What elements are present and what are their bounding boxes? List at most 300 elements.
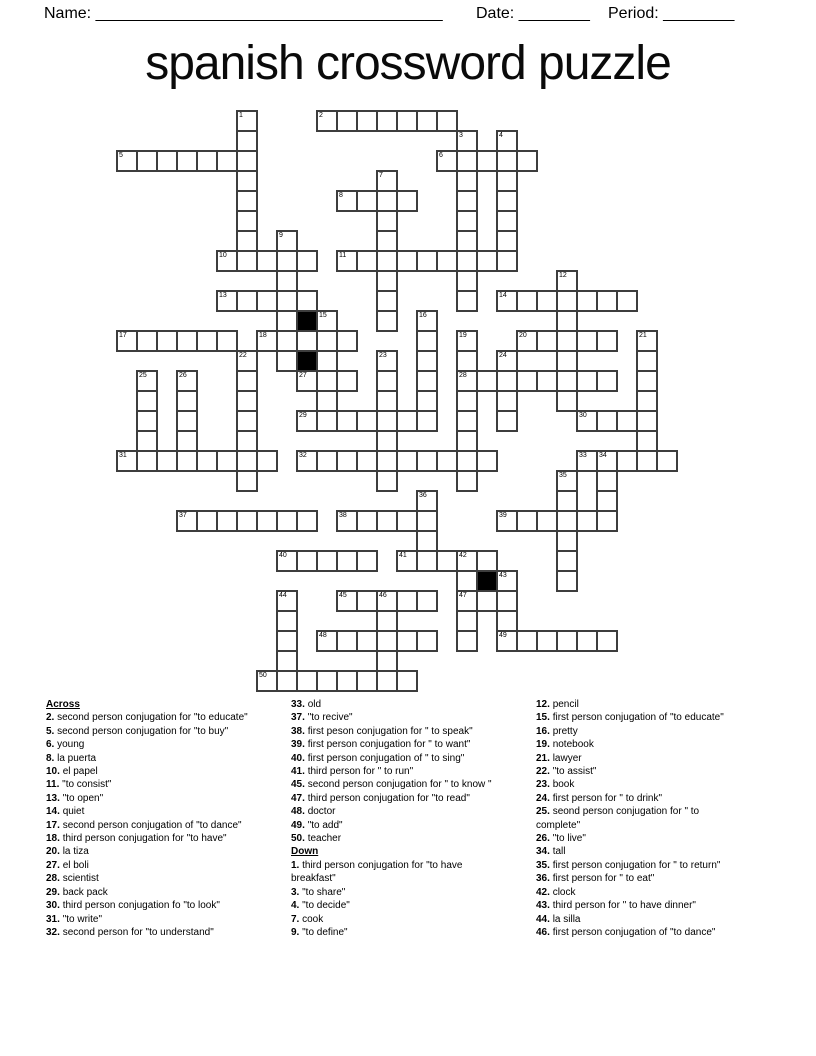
grid-cell[interactable] — [356, 450, 378, 472]
cell-number: 26 — [179, 372, 187, 379]
grid-cell[interactable] — [276, 290, 298, 312]
cell-number: 13 — [219, 292, 227, 299]
grid-cell[interactable] — [396, 110, 418, 132]
clue-item: 7. cook — [291, 913, 324, 925]
cell-number: 3 — [459, 132, 463, 139]
grid-cell[interactable] — [456, 390, 478, 412]
grid-cell[interactable] — [256, 450, 278, 472]
grid-cell[interactable] — [416, 250, 438, 272]
grid-cell[interactable] — [376, 110, 398, 132]
grid-cell[interactable] — [376, 610, 398, 632]
grid-cell[interactable] — [456, 270, 478, 292]
grid-cell[interactable] — [376, 510, 398, 532]
grid-cell[interactable] — [316, 370, 338, 392]
grid-cell[interactable] — [636, 430, 658, 452]
grid-cell[interactable] — [496, 210, 518, 232]
grid-cell[interactable] — [316, 670, 338, 692]
grid-cell[interactable] — [636, 450, 658, 472]
grid-cell[interactable] — [516, 150, 538, 172]
grid-cell[interactable] — [396, 410, 418, 432]
grid-cell[interactable] — [516, 370, 538, 392]
grid-cell[interactable] — [496, 150, 518, 172]
grid-cell[interactable] — [296, 510, 318, 532]
grid-cell[interactable] — [296, 330, 318, 352]
clue-section-header: Down — [291, 846, 319, 858]
grid-cell[interactable] — [216, 510, 238, 532]
cell-number: 38 — [339, 512, 347, 519]
grid-cell[interactable] — [336, 670, 358, 692]
grid-cell[interactable] — [456, 470, 478, 492]
clue-item: 32. second person for "to understand" — [46, 926, 214, 938]
grid-cell[interactable] — [176, 150, 198, 172]
cell-number: 49 — [499, 632, 507, 639]
grid-cell[interactable] — [356, 670, 378, 692]
grid-cell[interactable] — [276, 310, 298, 332]
grid-cell[interactable] — [416, 330, 438, 352]
grid-cell[interactable] — [236, 230, 258, 252]
grid-cell[interactable] — [536, 510, 558, 532]
grid-cell[interactable] — [176, 330, 198, 352]
grid-cell[interactable] — [376, 250, 398, 272]
grid-cell[interactable] — [396, 510, 418, 532]
clue-item: 29. back pack — [46, 886, 108, 898]
clue-item: 23. book — [536, 779, 575, 791]
grid-cell[interactable] — [436, 450, 458, 472]
grid-cell[interactable] — [236, 510, 258, 532]
grid-cell[interactable] — [496, 410, 518, 432]
grid-cell[interactable] — [396, 250, 418, 272]
grid-cell[interactable] — [516, 510, 538, 532]
grid-cell[interactable] — [236, 390, 258, 412]
clue-item: 8. la puerta — [46, 752, 97, 764]
grid-cell[interactable] — [616, 290, 638, 312]
grid-cell[interactable] — [396, 450, 418, 472]
grid-cell[interactable] — [376, 410, 398, 432]
grid-cell[interactable] — [216, 450, 238, 472]
grid-cell[interactable] — [196, 450, 218, 472]
grid-cell[interactable] — [516, 630, 538, 652]
grid-cell[interactable] — [556, 550, 578, 572]
grid-cell[interactable] — [276, 270, 298, 292]
grid-cell[interactable] — [276, 350, 298, 372]
grid-cell[interactable] — [396, 670, 418, 692]
grid-cell[interactable] — [236, 210, 258, 232]
grid-cell[interactable] — [576, 330, 598, 352]
grid-cell[interactable] — [316, 550, 338, 572]
grid-cell[interactable] — [376, 650, 398, 672]
grid-cell[interactable] — [536, 330, 558, 352]
clue-item: 39. first person conjugation for " to want" — [291, 739, 471, 751]
grid-cell[interactable] — [596, 410, 618, 432]
grid-cell[interactable] — [556, 330, 578, 352]
grid-cell[interactable] — [456, 190, 478, 212]
grid-cell[interactable] — [136, 330, 158, 352]
grid-cell[interactable] — [316, 350, 338, 372]
cell-number: 22 — [239, 352, 247, 359]
clue-item: 42. clock — [536, 886, 576, 898]
grid-cell[interactable] — [376, 370, 398, 392]
grid-cell[interactable] — [376, 310, 398, 332]
grid-cell[interactable] — [556, 290, 578, 312]
grid-cell[interactable] — [516, 290, 538, 312]
grid-cell[interactable] — [496, 610, 518, 632]
grid-cell[interactable] — [416, 550, 438, 572]
grid-cell[interactable] — [476, 370, 498, 392]
grid-cell[interactable] — [456, 170, 478, 192]
grid-cell[interactable] — [336, 550, 358, 572]
clue-item: 45. second person conjugation for " to know " — [291, 779, 492, 791]
grid-cell[interactable] — [236, 250, 258, 272]
grid-cell[interactable] — [336, 110, 358, 132]
grid-cell[interactable] — [456, 350, 478, 372]
grid-cell[interactable] — [136, 390, 158, 412]
clue-item: 14. quiet — [46, 806, 85, 818]
grid-cell[interactable] — [276, 650, 298, 672]
crossword-grid — [116, 110, 696, 710]
clue-item: 49. "to add" — [291, 819, 343, 831]
grid-cell[interactable] — [176, 390, 198, 412]
grid-cell[interactable] — [396, 590, 418, 612]
grid-cell[interactable] — [536, 370, 558, 392]
grid-cell[interactable] — [456, 410, 478, 432]
grid-cell[interactable] — [236, 370, 258, 392]
grid-cell[interactable] — [476, 250, 498, 272]
date-blank-line: ________ — [518, 5, 590, 22]
clue-column-left — [46, 698, 261, 939]
grid-cell[interactable] — [276, 250, 298, 272]
name-label: Name: — [44, 5, 92, 22]
grid-cell[interactable] — [556, 570, 578, 592]
grid-cell[interactable] — [376, 450, 398, 472]
cell-number: 6 — [439, 152, 443, 159]
grid-cell[interactable] — [356, 630, 378, 652]
grid-cell[interactable] — [596, 470, 618, 492]
grid-cell[interactable] — [316, 390, 338, 412]
grid-cell[interactable] — [396, 190, 418, 212]
clue-item: 22. "to assist" — [536, 766, 597, 778]
name-blank-line: _______________________________________ — [95, 5, 443, 22]
grid-cell[interactable] — [416, 450, 438, 472]
cell-number: 8 — [339, 192, 343, 199]
grid-cell[interactable] — [196, 150, 218, 172]
grid-cell[interactable] — [596, 290, 618, 312]
clue-item: 28. scientist — [46, 873, 99, 885]
clue-item: 40. first person conjugation of " to sing" — [291, 752, 465, 764]
grid-cell[interactable] — [396, 630, 418, 652]
grid-cell[interactable] — [156, 330, 178, 352]
grid-cell[interactable] — [556, 630, 578, 652]
grid-cell[interactable] — [316, 330, 338, 352]
clue-item: 9. "to define" — [291, 926, 348, 938]
grid-cell[interactable] — [456, 150, 478, 172]
grid-cell[interactable] — [236, 450, 258, 472]
grid-cell[interactable] — [316, 450, 338, 472]
grid-cell[interactable] — [276, 330, 298, 352]
grid-cell[interactable] — [416, 510, 438, 532]
grid-cell[interactable] — [576, 510, 598, 532]
grid-cell[interactable] — [296, 550, 318, 572]
grid-cell[interactable] — [596, 490, 618, 512]
grid-cell[interactable] — [416, 530, 438, 552]
cell-number: 27 — [299, 372, 307, 379]
grid-cell[interactable] — [476, 550, 498, 572]
grid-cell[interactable] — [356, 550, 378, 572]
cell-number: 32 — [299, 452, 307, 459]
grid-cell[interactable] — [596, 630, 618, 652]
grid-cell[interactable] — [376, 430, 398, 452]
grid-cell[interactable] — [236, 130, 258, 152]
grid-cell[interactable] — [576, 630, 598, 652]
grid-cell[interactable] — [476, 450, 498, 472]
cell-number: 33 — [579, 452, 587, 459]
grid-cell[interactable] — [336, 630, 358, 652]
grid-cell[interactable] — [376, 390, 398, 412]
grid-cell[interactable] — [456, 430, 478, 452]
cell-number: 5 — [119, 152, 123, 159]
clue-item: 50. teacher — [291, 833, 342, 845]
grid-cell[interactable] — [636, 350, 658, 372]
cell-number: 43 — [499, 572, 507, 579]
clue-column-right — [536, 698, 744, 939]
cell-number: 18 — [259, 332, 267, 339]
grid-cell[interactable] — [456, 450, 478, 472]
grid-cell[interactable] — [456, 210, 478, 232]
grid-cell[interactable] — [236, 290, 258, 312]
cell-number: 46 — [379, 592, 387, 599]
grid-cell[interactable] — [356, 190, 378, 212]
cell-number: 25 — [139, 372, 147, 379]
grid-cell[interactable] — [596, 510, 618, 532]
clue-item: 12. pencil — [536, 699, 579, 710]
grid-cell[interactable] — [576, 290, 598, 312]
date-field — [476, 5, 590, 23]
clue-item: 47. third person conjugation for "to read" — [291, 792, 470, 804]
grid-cell[interactable] — [376, 270, 398, 292]
grid-cell[interactable] — [456, 290, 478, 312]
grid-cell[interactable] — [236, 150, 258, 172]
clue-item: 24. first person for " to drink" — [536, 792, 663, 804]
grid-cell[interactable] — [236, 430, 258, 452]
grid-cell[interactable] — [376, 210, 398, 232]
grid-cell[interactable] — [436, 110, 458, 132]
cell-number: 39 — [499, 512, 507, 519]
grid-cell[interactable] — [336, 370, 358, 392]
grid-cell[interactable] — [336, 410, 358, 432]
grid-cell[interactable] — [496, 250, 518, 272]
grid-cell[interactable] — [496, 170, 518, 192]
black-cell — [296, 350, 318, 372]
clue-item: 48. doctor — [291, 806, 336, 818]
cell-number: 44 — [279, 592, 287, 599]
cell-number: 34 — [599, 452, 607, 459]
grid-cell[interactable] — [496, 590, 518, 612]
cell-number: 28 — [459, 372, 467, 379]
cell-number: 16 — [419, 312, 427, 319]
grid-cell[interactable] — [176, 430, 198, 452]
clue-item: 3. "to share" — [291, 886, 346, 898]
grid-cell[interactable] — [556, 390, 578, 412]
grid-cell[interactable] — [556, 350, 578, 372]
grid-cell[interactable] — [556, 510, 578, 532]
grid-cell[interactable] — [196, 510, 218, 532]
grid-cell[interactable] — [636, 410, 658, 432]
grid-cell[interactable] — [556, 530, 578, 552]
grid-cell[interactable] — [416, 370, 438, 392]
grid-cell[interactable] — [476, 590, 498, 612]
clue-item: 16. pretty — [536, 725, 578, 737]
grid-cell[interactable] — [316, 410, 338, 432]
cell-number: 35 — [559, 472, 567, 479]
grid-cell[interactable] — [236, 190, 258, 212]
grid-cell[interactable] — [236, 170, 258, 192]
grid-cell[interactable] — [456, 250, 478, 272]
grid-cell[interactable] — [456, 230, 478, 252]
grid-cell[interactable] — [376, 290, 398, 312]
cell-number: 20 — [519, 332, 527, 339]
grid-cell[interactable] — [276, 610, 298, 632]
cell-number: 15 — [319, 312, 327, 319]
grid-cell[interactable] — [536, 630, 558, 652]
grid-cell[interactable] — [136, 450, 158, 472]
grid-cell[interactable] — [416, 630, 438, 652]
clue-item: 10. el papel — [46, 766, 98, 778]
grid-cell[interactable] — [236, 470, 258, 492]
cell-number: 2 — [319, 112, 323, 119]
cell-number: 23 — [379, 352, 387, 359]
black-cell — [476, 570, 498, 592]
clue-item: 6. young — [46, 739, 85, 751]
grid-cell[interactable] — [416, 350, 438, 372]
clue-item: 27. el boli — [46, 859, 89, 871]
grid-cell[interactable] — [556, 370, 578, 392]
grid-cell[interactable] — [276, 510, 298, 532]
clue-item: 11. "to consist" — [46, 779, 112, 791]
cell-number: 1 — [239, 112, 243, 119]
grid-cell[interactable] — [616, 450, 638, 472]
cell-number: 29 — [299, 412, 307, 419]
grid-cell[interactable] — [256, 510, 278, 532]
clue-item: 44. la silla — [536, 913, 581, 925]
grid-cell[interactable] — [136, 410, 158, 432]
grid-cell[interactable] — [636, 390, 658, 412]
grid-cell[interactable] — [156, 150, 178, 172]
clue-item: 26. "to live" — [536, 833, 586, 845]
cell-number: 14 — [499, 292, 507, 299]
grid-cell[interactable] — [496, 390, 518, 412]
clue-item: 41. third person for " to run" — [291, 766, 414, 778]
grid-cell[interactable] — [216, 330, 238, 352]
grid-cell[interactable] — [376, 190, 398, 212]
grid-cell[interactable] — [276, 630, 298, 652]
grid-cell[interactable] — [256, 290, 278, 312]
cell-number: 36 — [419, 492, 427, 499]
grid-cell[interactable] — [356, 410, 378, 432]
clue-item: 21. lawyer — [536, 752, 582, 764]
grid-cell[interactable] — [636, 370, 658, 392]
grid-cell[interactable] — [416, 110, 438, 132]
grid-cell[interactable] — [296, 250, 318, 272]
grid-cell[interactable] — [276, 670, 298, 692]
grid-cell[interactable] — [456, 610, 478, 632]
clue-column-middle — [291, 698, 493, 939]
grid-cell[interactable] — [536, 290, 558, 312]
cell-number: 10 — [219, 252, 227, 259]
clue-item: 38. first peson conjugation for " to speak" — [291, 725, 473, 737]
black-cell — [296, 310, 318, 332]
grid-cell[interactable] — [416, 410, 438, 432]
grid-cell[interactable] — [356, 590, 378, 612]
grid-cell[interactable] — [336, 450, 358, 472]
grid-cell[interactable] — [376, 470, 398, 492]
cell-number: 31 — [119, 452, 127, 459]
clue-item: 46. first person conjugation of "to dance" — [536, 926, 716, 938]
grid-cell[interactable] — [256, 250, 278, 272]
page-title: spanish crossword puzzle — [145, 37, 671, 90]
cell-number: 30 — [579, 412, 587, 419]
grid-cell[interactable] — [416, 390, 438, 412]
grid-cell[interactable] — [356, 110, 378, 132]
clue-item: 5. second person conjugation for "to buy" — [46, 725, 229, 737]
grid-cell[interactable] — [376, 630, 398, 652]
grid-cell[interactable] — [296, 290, 318, 312]
grid-cell[interactable] — [376, 230, 398, 252]
clue-item: 13. "to open" — [46, 792, 104, 804]
grid-cell[interactable] — [136, 430, 158, 452]
grid-cell[interactable] — [436, 250, 458, 272]
grid-cell[interactable] — [616, 410, 638, 432]
grid-cell[interactable] — [356, 510, 378, 532]
grid-cell[interactable] — [236, 410, 258, 432]
grid-cell[interactable] — [156, 450, 178, 472]
grid-cell[interactable] — [656, 450, 678, 472]
grid-cell[interactable] — [476, 150, 498, 172]
grid-cell[interactable] — [176, 410, 198, 432]
grid-cell[interactable] — [456, 630, 478, 652]
grid-cell[interactable] — [556, 310, 578, 332]
grid-cell[interactable] — [496, 370, 518, 392]
grid-cell[interactable] — [216, 150, 238, 172]
grid-cell[interactable] — [436, 550, 458, 572]
grid-cell[interactable] — [196, 330, 218, 352]
grid-cell[interactable] — [296, 670, 318, 692]
grid-cell[interactable] — [376, 670, 398, 692]
clue-item: 19. notebook — [536, 739, 594, 751]
period-blank-line: ________ — [663, 5, 735, 22]
grid-cell[interactable] — [336, 330, 358, 352]
cell-number: 40 — [279, 552, 287, 559]
clue-item: 31. "to write" — [46, 913, 103, 925]
grid-cell[interactable] — [456, 570, 478, 592]
clue-item: 37. "to recive" — [291, 712, 353, 724]
grid-cell[interactable] — [576, 370, 598, 392]
name-field — [44, 5, 443, 23]
grid-cell[interactable] — [556, 490, 578, 512]
grid-cell[interactable] — [356, 250, 378, 272]
clue-section-header: Across — [46, 699, 80, 710]
clue-item: 30. third person conjugation fo "to look" — [46, 900, 220, 912]
grid-cell[interactable] — [596, 370, 618, 392]
clue-item: 34. tall — [536, 846, 566, 858]
grid-cell[interactable] — [176, 450, 198, 472]
grid-cell[interactable] — [496, 230, 518, 252]
cell-number: 41 — [399, 552, 407, 559]
grid-cell[interactable] — [496, 190, 518, 212]
grid-cell[interactable] — [416, 590, 438, 612]
grid-cell[interactable] — [136, 150, 158, 172]
clue-item: 20. la tiza — [46, 846, 89, 858]
grid-cell[interactable] — [596, 330, 618, 352]
cell-number: 7 — [379, 172, 383, 179]
